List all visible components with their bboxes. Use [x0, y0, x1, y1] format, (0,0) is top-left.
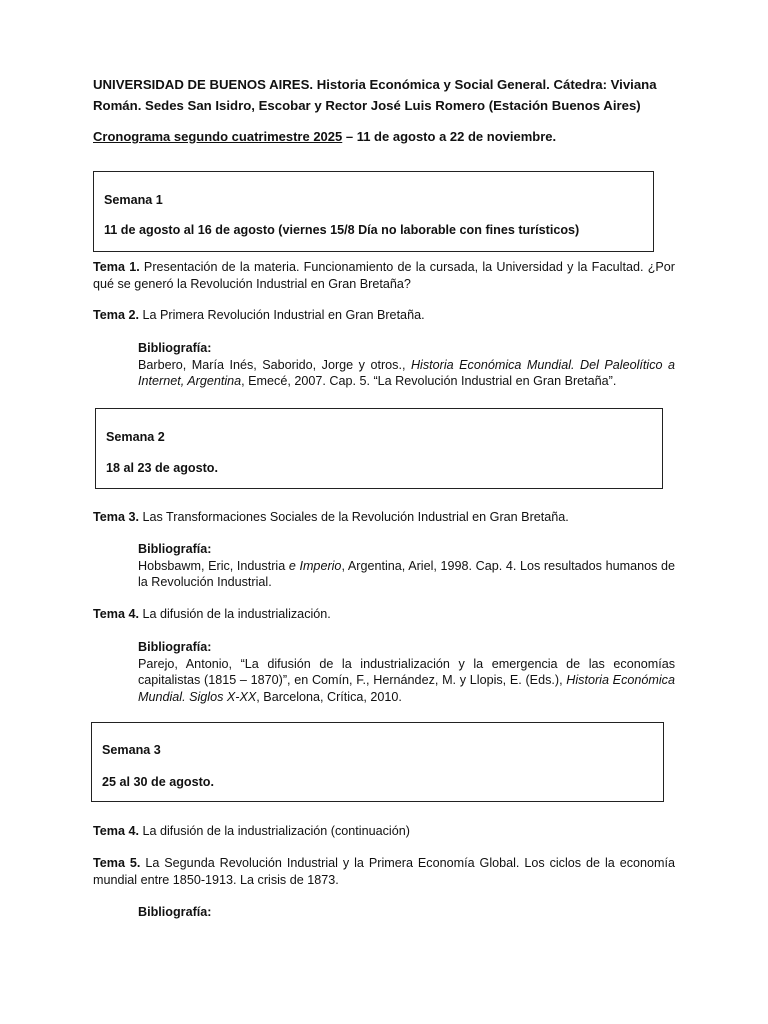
bibliography-4	[138, 904, 675, 921]
bib-authors: Parejo, Antonio, “La difusión de la industrialización y la emergencia de las economías capitalistas (1815 – 1870)”, en Comín, F., Hernández, M. y Llopis, E. (Eds.),	[138, 656, 675, 687]
bibliography-label: Bibliografía:	[138, 905, 212, 919]
cronograma-line	[93, 129, 693, 146]
bibliography-entry	[138, 357, 675, 390]
bib-authors: Barbero, María Inés, Saborido, Jorge y otros.,	[138, 357, 411, 372]
bibliography-label: Bibliografía:	[138, 640, 212, 654]
bibliography-label: Bibliografía:	[138, 542, 212, 556]
week-title: Semana 3	[102, 743, 161, 757]
week-box-1	[93, 171, 654, 252]
bib-rest: , Argentina, Ariel, 1998. Cap. 4. Los resultados humanos de la Revolución Industrial.	[138, 558, 676, 589]
tema-label: Tema 4.	[93, 607, 139, 621]
tema-label: Tema 5.	[93, 856, 141, 870]
bibliography-entry	[138, 558, 675, 591]
header-line-2: Román. Sedes San Isidro, Escobar y Rector José Luis Romero (Estación Buenos Aires)	[93, 98, 641, 113]
tema-label: Tema 4.	[93, 824, 139, 838]
week-dates: 11 de agosto al 16 de agosto (viernes 15/8 Día no laborable con fines turísticos)	[104, 223, 580, 237]
header-line-1: UNIVERSIDAD DE BUENOS AIRES. Historia Económica y Social General. Cátedra: Viviana	[93, 77, 657, 92]
cronograma-label: Cronograma segundo cuatrimestre 2025	[93, 129, 343, 144]
tema-label: Tema 2.	[93, 308, 139, 322]
bib-authors: Hobsbawm, Eric, Industria	[138, 558, 289, 573]
tema-3	[93, 509, 675, 526]
tema-text: La difusión de la industrialización.	[138, 607, 331, 621]
bib-rest: , Barcelona, Crítica, 2010.	[256, 689, 402, 704]
week-title: Semana 1	[104, 193, 163, 207]
week-title: Semana 2	[106, 430, 165, 444]
week-box-3	[91, 722, 664, 802]
tema-4	[93, 606, 675, 623]
bibliography-entry	[138, 656, 675, 706]
tema-5	[93, 855, 675, 888]
bib-title: Historia Económica Mundial. Siglos X-XX	[138, 673, 675, 704]
tema-4-continuation	[93, 823, 675, 840]
cronograma-dates: – 11 de agosto a 22 de noviembre.	[342, 129, 557, 144]
tema-text: La difusión de la industrialización (continuación)	[138, 824, 410, 838]
tema-text: La Primera Revolución Industrial en Gran Bretaña.	[138, 308, 425, 322]
tema-2	[93, 307, 675, 324]
tema-text: Presentación de la materia. Funcionamiento de la cursada, la Universidad y la Facultad. ¿Por qué se generó la Revolución Industrial en Gran Bretaña?	[93, 260, 675, 291]
bib-rest: , Emecé, 2007. Cap. 5. “La Revolución Industrial en Gran Bretaña”.	[241, 374, 617, 388]
week-box-2	[95, 408, 663, 489]
tema-text: La Segunda Revolución Industrial y la Primera Economía Global. Los ciclos de la economía mundial entre 1850-1913. La crisis de 1873.	[93, 856, 675, 887]
bibliography-2	[138, 541, 675, 591]
week-dates: 25 al 30 de agosto.	[102, 775, 214, 789]
bibliography-3	[138, 639, 675, 705]
bibliography-label: Bibliografía:	[138, 341, 212, 355]
tema-label: Tema 3.	[93, 510, 139, 524]
week-dates: 18 al 23 de agosto.	[106, 461, 218, 475]
document-header	[93, 74, 683, 116]
tema-label: Tema 1.	[93, 260, 140, 274]
bibliography-1	[138, 340, 675, 390]
bib-title: e Imperio	[288, 558, 342, 573]
tema-1	[93, 259, 675, 292]
bib-title: Historia Económica Mundial. Del Paleolítico a Internet, Argentina	[138, 357, 676, 388]
tema-text: Las Transformaciones Sociales de la Revolución Industrial en Gran Bretaña.	[138, 510, 569, 524]
